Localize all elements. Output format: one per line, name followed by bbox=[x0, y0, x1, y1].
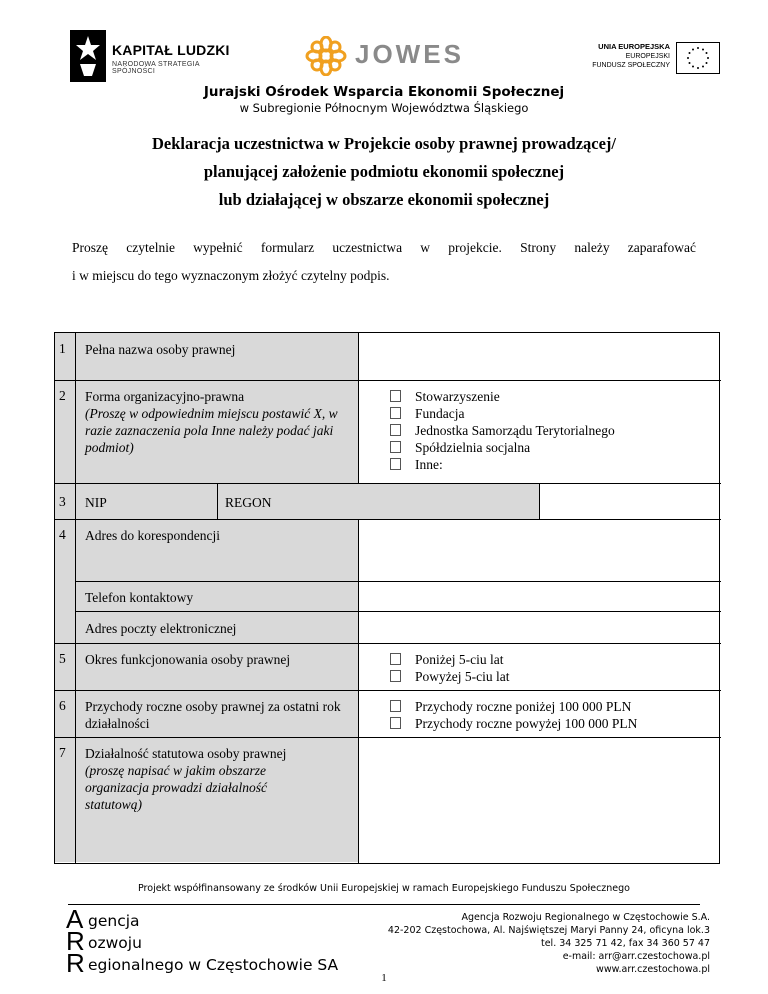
row-6-number: 6 bbox=[59, 698, 66, 713]
address-line-5: www.arr.czestochowa.pl bbox=[596, 964, 710, 975]
row-7-label: Działalność statutowa osoby prawnej bbox=[85, 746, 287, 761]
eu-flag-icon bbox=[676, 42, 720, 74]
phone-field[interactable] bbox=[360, 583, 718, 610]
row-2-label: Forma organizacyjno-prawna bbox=[85, 389, 245, 404]
participation-form bbox=[54, 332, 720, 864]
title-line-1: Deklaracja uczestnictwa w Projekcie osoby prawnej prowadzącej/ bbox=[151, 134, 617, 153]
option-label: Stowarzyszenie bbox=[415, 389, 500, 404]
row-7-number: 7 bbox=[59, 745, 66, 760]
arr-address bbox=[388, 911, 710, 976]
footer-funding-note: Projekt współfinansowany ze środków Unii Europejskiej w ramach Europejskiego Funduszu Społecznego bbox=[138, 883, 630, 894]
address-line-4: e-mail: arr@arr.czestochowa.pl bbox=[562, 951, 710, 962]
option-below-5-years[interactable] bbox=[390, 651, 503, 668]
title-line-3: lub działającej w obszarze ekonomii społecznej bbox=[218, 190, 550, 209]
row-4-number: 4 bbox=[59, 527, 66, 542]
option-label: Powyżej 5-ciu lat bbox=[415, 669, 510, 684]
email-field[interactable] bbox=[360, 613, 718, 642]
document-title bbox=[0, 130, 768, 214]
row-6-label: Przychody roczne osoby prawnej za ostatni rok działalności bbox=[85, 699, 341, 731]
address-line-1: Agencja Rozwoju Regionalnego w Częstochowie S.A. bbox=[461, 912, 710, 923]
option-revenue-below[interactable] bbox=[390, 698, 631, 715]
phone-label: Telefon kontaktowy bbox=[85, 590, 194, 605]
footer-divider bbox=[68, 904, 700, 905]
eu-line-3: FUNDUSZ SPOŁECZNY bbox=[592, 62, 670, 69]
organization-name: Jurajski Ośrodek Wsparcia Ekonomii Społecznej bbox=[203, 84, 565, 100]
row-5-label: Okres funkcjonowania osoby prawnej bbox=[85, 652, 291, 667]
regon-label: REGON bbox=[225, 495, 272, 510]
intro-text bbox=[72, 234, 696, 290]
option-inne[interactable] bbox=[390, 456, 443, 473]
checkbox-icon bbox=[390, 407, 401, 419]
row-3-number: 3 bbox=[59, 494, 66, 509]
organization-subtitle: w Subregionie Północnym Województwa Śląskiego bbox=[239, 101, 529, 115]
eu-logo bbox=[580, 42, 720, 78]
checkbox-icon bbox=[390, 441, 401, 453]
row-2-label-block bbox=[85, 388, 353, 456]
shade-row-3 bbox=[55, 483, 539, 519]
option-fundacja[interactable] bbox=[390, 405, 465, 422]
kapital-ludzki-subtitle: NARODOWA STRATEGIA SPÓJNOŚCI bbox=[112, 61, 200, 75]
option-label: Inne: bbox=[415, 457, 443, 472]
page-number: 1 bbox=[381, 972, 387, 984]
kapital-ludzki-emblem-icon bbox=[70, 30, 106, 82]
kapital-ludzki-logo bbox=[70, 30, 230, 85]
option-label: Poniżej 5-ciu lat bbox=[415, 652, 504, 667]
option-label: Spółdzielnia socjalna bbox=[415, 440, 531, 455]
eu-logo-text bbox=[592, 42, 670, 70]
eu-line-2: EUROPEJSKI bbox=[625, 53, 670, 60]
arr-logo bbox=[66, 906, 376, 981]
address-line-3: tel. 34 325 71 42, fax 34 360 57 47 bbox=[540, 938, 710, 949]
option-stowarzyszenie[interactable] bbox=[390, 388, 500, 405]
full-name-field[interactable] bbox=[360, 335, 718, 379]
checkbox-icon bbox=[390, 458, 401, 470]
arr-line-1: gencja bbox=[88, 912, 140, 930]
checkbox-icon bbox=[390, 424, 401, 436]
eu-line-1: UNIA EUROPEJSKA bbox=[598, 42, 670, 51]
option-label: Jednostka Samorządu Terytorialnego bbox=[415, 423, 615, 438]
regon-field[interactable] bbox=[541, 485, 719, 518]
intro-line-2: i w miejscu do tego wyznaczonym złożyć czytelny podpis. bbox=[72, 268, 390, 283]
checkbox-icon bbox=[390, 390, 401, 402]
arr-letter-a: A bbox=[66, 904, 84, 934]
row-1-number: 1 bbox=[59, 341, 66, 356]
row-5-number: 5 bbox=[59, 651, 66, 666]
option-jst[interactable] bbox=[390, 422, 615, 439]
row-2-number: 2 bbox=[59, 388, 66, 403]
checkbox-icon bbox=[390, 700, 401, 712]
option-label: Przychody roczne powyżej 100 000 PLN bbox=[415, 716, 638, 731]
arr-line-2: ozwoju bbox=[88, 934, 142, 952]
row-2-note: (Proszę w odpowiednim miejscu postawić X, w razie zaznaczenia pola Inne należy podać jaki podmiot) bbox=[85, 406, 338, 455]
option-label: Fundacja bbox=[415, 406, 465, 421]
jowes-wordmark: JOWES bbox=[355, 39, 464, 69]
address-line-2: 42-202 Częstochowa, Al. Najświętszej Maryi Panny 24, oficyna lok.3 bbox=[387, 925, 710, 936]
kapital-ludzki-title: KAPITAŁ LUDZKI bbox=[112, 42, 230, 58]
title-line-2: planującej założenie podmiotu ekonomii społecznej bbox=[203, 162, 565, 181]
checkbox-icon bbox=[390, 670, 401, 682]
arr-letter-r2: R bbox=[66, 948, 85, 978]
option-label: Przychody roczne poniżej 100 000 PLN bbox=[415, 699, 632, 714]
jowes-logo bbox=[305, 36, 475, 76]
row-7-label-block bbox=[85, 745, 325, 813]
address-field[interactable] bbox=[360, 521, 718, 579]
row-7-note: (proszę napisać w jakim obszarze organizacja prowadzi działalność statutową) bbox=[85, 763, 268, 812]
option-spoldzielnia[interactable] bbox=[390, 439, 530, 456]
arr-letter-r1: R bbox=[66, 926, 85, 956]
option-above-5-years[interactable] bbox=[390, 668, 509, 685]
option-revenue-above[interactable] bbox=[390, 715, 637, 732]
address-label: Adres do korespondencji bbox=[85, 528, 220, 543]
checkbox-icon bbox=[390, 717, 401, 729]
arr-line-3: egionalnego w Częstochowie SA bbox=[88, 956, 339, 974]
email-label: Adres poczty elektronicznej bbox=[85, 621, 237, 636]
intro-line-1: Proszę czytelnie wypełnić formularz uczestnictwa w projekcie. Strony należy zaparafować bbox=[72, 240, 696, 255]
statutory-activity-field[interactable] bbox=[360, 739, 718, 861]
checkbox-icon bbox=[390, 653, 401, 665]
nip-label: NIP bbox=[85, 495, 107, 510]
jowes-flower-icon bbox=[305, 36, 347, 76]
row-1-label: Pełna nazwa osoby prawnej bbox=[85, 342, 236, 357]
